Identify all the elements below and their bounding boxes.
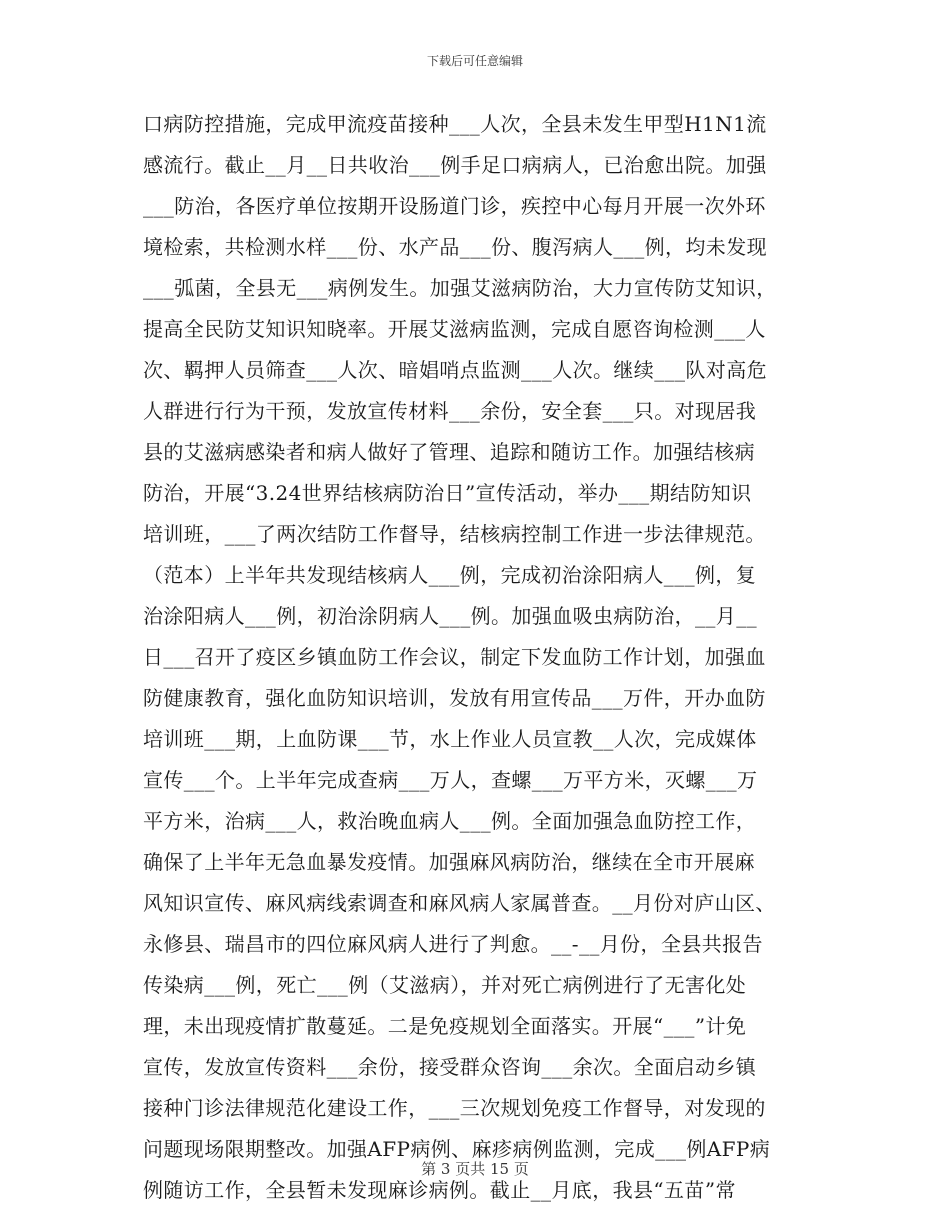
text-line: 永修县、瑞昌市的四位麻风病人进行了判愈。__-__月份，全县共报告 [143, 932, 763, 956]
text-line: 问题现场限期整改。加强AFP病例、麻疹病例监测，完成___例AFP病 [143, 1137, 771, 1161]
text-line: 宣传___个。上半年完成查病___万人，查螺___万平方米，灭螺___万 [143, 768, 758, 792]
text-line: 防健康教育，强化血防知识培训，发放有用宣传品___万件，开办血防 [143, 686, 766, 710]
text-line: 风知识宣传、麻风病线索调查和麻风病人家属普查。__月份对庐山区、 [143, 891, 776, 915]
document-body [143, 104, 808, 1211]
text-line: 宣传，发放宣传资料___余份，接受群众咨询___余次。全面启动乡镇 [143, 1055, 757, 1079]
text-line: 感流行。截止__月__日共收治___例手足口病病人，已治愈出院。加强 [143, 153, 767, 177]
text-line: 培训班，___了两次结防工作督导，结核病控制工作进一步法律规范。 [143, 522, 766, 546]
text-line: 境检索，共检测水样___份、水产品___份、腹泻病人___例，均未发现 [143, 235, 767, 259]
text-line: （范本）上半年共发现结核病人___例，完成初治涂阳病人___例，复 [143, 563, 757, 587]
text-line: ___弧菌，全县无___病例发生。加强艾滋病防治，大力宣传防艾知识， [143, 276, 777, 300]
text-line: 理，未出现疫情扩散蔓延。二是免疫规划全面落实。开展“___”计免 [143, 1014, 747, 1038]
text-line: 接种门诊法律规范化建设工作，___三次规划免疫工作督导，对发现的 [143, 1096, 766, 1120]
text-line: 次、羁押人员筛查___人次、暗娼哨点监测___人次。继续___队对高危 [143, 358, 767, 382]
page-footer: 第 3 页共 15 页 [421, 1160, 529, 1178]
text-line: 平方米，治病___人，救治晚血病人___例。全面加强急血防控工作， [143, 809, 757, 833]
text-line: 培训班___期，上血防课___节，水上作业人员宣教__人次，完成媒体 [143, 727, 757, 751]
text-line: 人群进行行为干预，发放宣传材料___余份，安全套___只。对现居我 [143, 399, 757, 423]
text-line: 防治，开展“3.24世界结核病防治日”宣传活动，举办___期结防知识 [143, 481, 752, 505]
page-header: 下载后可任意编辑 [426, 54, 523, 68]
text-line: 日___召开了疫区乡镇血防工作会议，制定下发血防工作计划，加强血 [143, 645, 766, 669]
text-line: 传染病___例，死亡___例（艾滋病），并对死亡病例进行了无害化处 [143, 973, 747, 997]
text-line: 治涂阳病人___例，初治涂阴病人___例。加强血吸虫病防治，__月__ [143, 604, 757, 628]
text-line: 确保了上半年无急血暴发疫情。加强麻风病防治，继续在全市开展麻 [143, 850, 755, 874]
text-line: 口病防控措施，完成甲流疫苗接种___人次，全县未发生甲型H1N1流 [143, 112, 767, 136]
text-line: 提高全民防艾知识知晓率。开展艾滋病监测，完成自愿咨询检测___人 [143, 317, 766, 341]
text-line: 例随访工作，全县暂未发现麻诊病例。截止__月底，我县“五苗”常 [143, 1178, 736, 1202]
text-line: ___防治，各医疗单位按期开设肠道门诊，疾控中心每月开展一次外环 [143, 194, 766, 218]
text-line: 县的艾滋病感染者和病人做好了管理、追踪和随访工作。加强结核病 [143, 440, 755, 464]
